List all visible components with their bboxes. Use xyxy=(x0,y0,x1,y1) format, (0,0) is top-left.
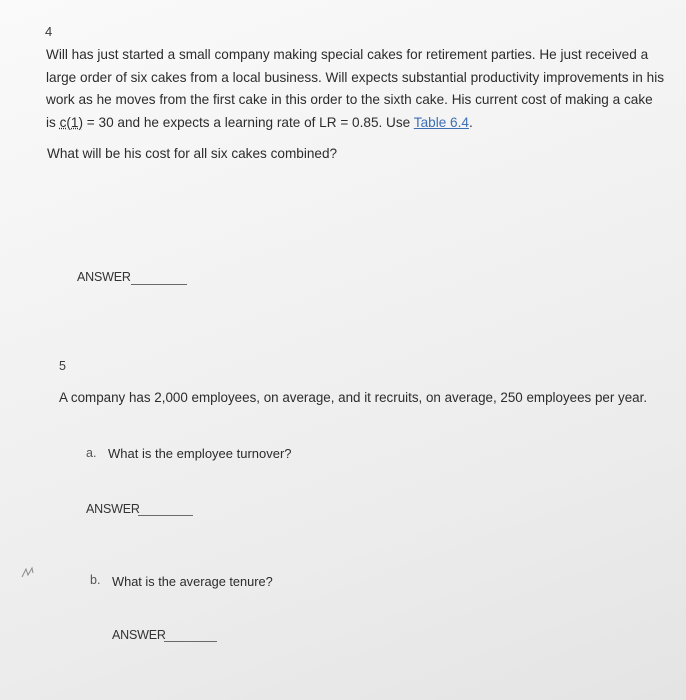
question-5a-answer-label: ANSWER xyxy=(86,502,140,516)
question-5b-label: b. xyxy=(90,573,101,587)
line-4-prefix: is xyxy=(46,114,60,130)
question-4-answer-label: ANSWER xyxy=(77,270,131,284)
question-5b-answer-blank[interactable] xyxy=(164,641,217,642)
question-5a-answer-blank[interactable] xyxy=(138,515,193,516)
question-5a-label: a. xyxy=(86,446,97,460)
question-4-prompt: What will be his cost for all six cakes combined? xyxy=(47,146,338,161)
question-5-number: 5 xyxy=(59,359,66,373)
line-4-middle: = 30 and he expects a learning rate of LR = 0.85. Use xyxy=(83,114,414,130)
cost-symbol: c(1) xyxy=(59,114,84,130)
question-5-intro: A company has 2,000 employees, on average, and it recruits, on average, 250 employees per year. xyxy=(59,390,648,405)
table-6-4-link[interactable]: Table 6.4 xyxy=(413,114,469,130)
question-4-line-2: large order of six cakes from a local business. Will expects substantial productivity improvements in his xyxy=(46,69,665,85)
question-5b-text: What is the average tenure? xyxy=(112,574,273,589)
question-4-paragraph xyxy=(46,44,682,134)
question-4-answer-blank[interactable] xyxy=(131,284,187,285)
margin-pencil-mark-icon xyxy=(20,566,36,580)
line-4-suffix: . xyxy=(468,114,473,130)
question-5a-text: What is the employee turnover? xyxy=(108,446,292,461)
question-5b-answer-label: ANSWER xyxy=(112,628,166,642)
question-4-number: 4 xyxy=(45,24,53,39)
question-4-line-1: Will has just started a small company making special cakes for retirement parties. He just received a xyxy=(46,47,649,62)
question-4-line-3: work as he moves from the first cake in this order to the sixth cake. His current cost of making a cake xyxy=(46,92,653,107)
question-4-line-4 xyxy=(46,112,682,135)
